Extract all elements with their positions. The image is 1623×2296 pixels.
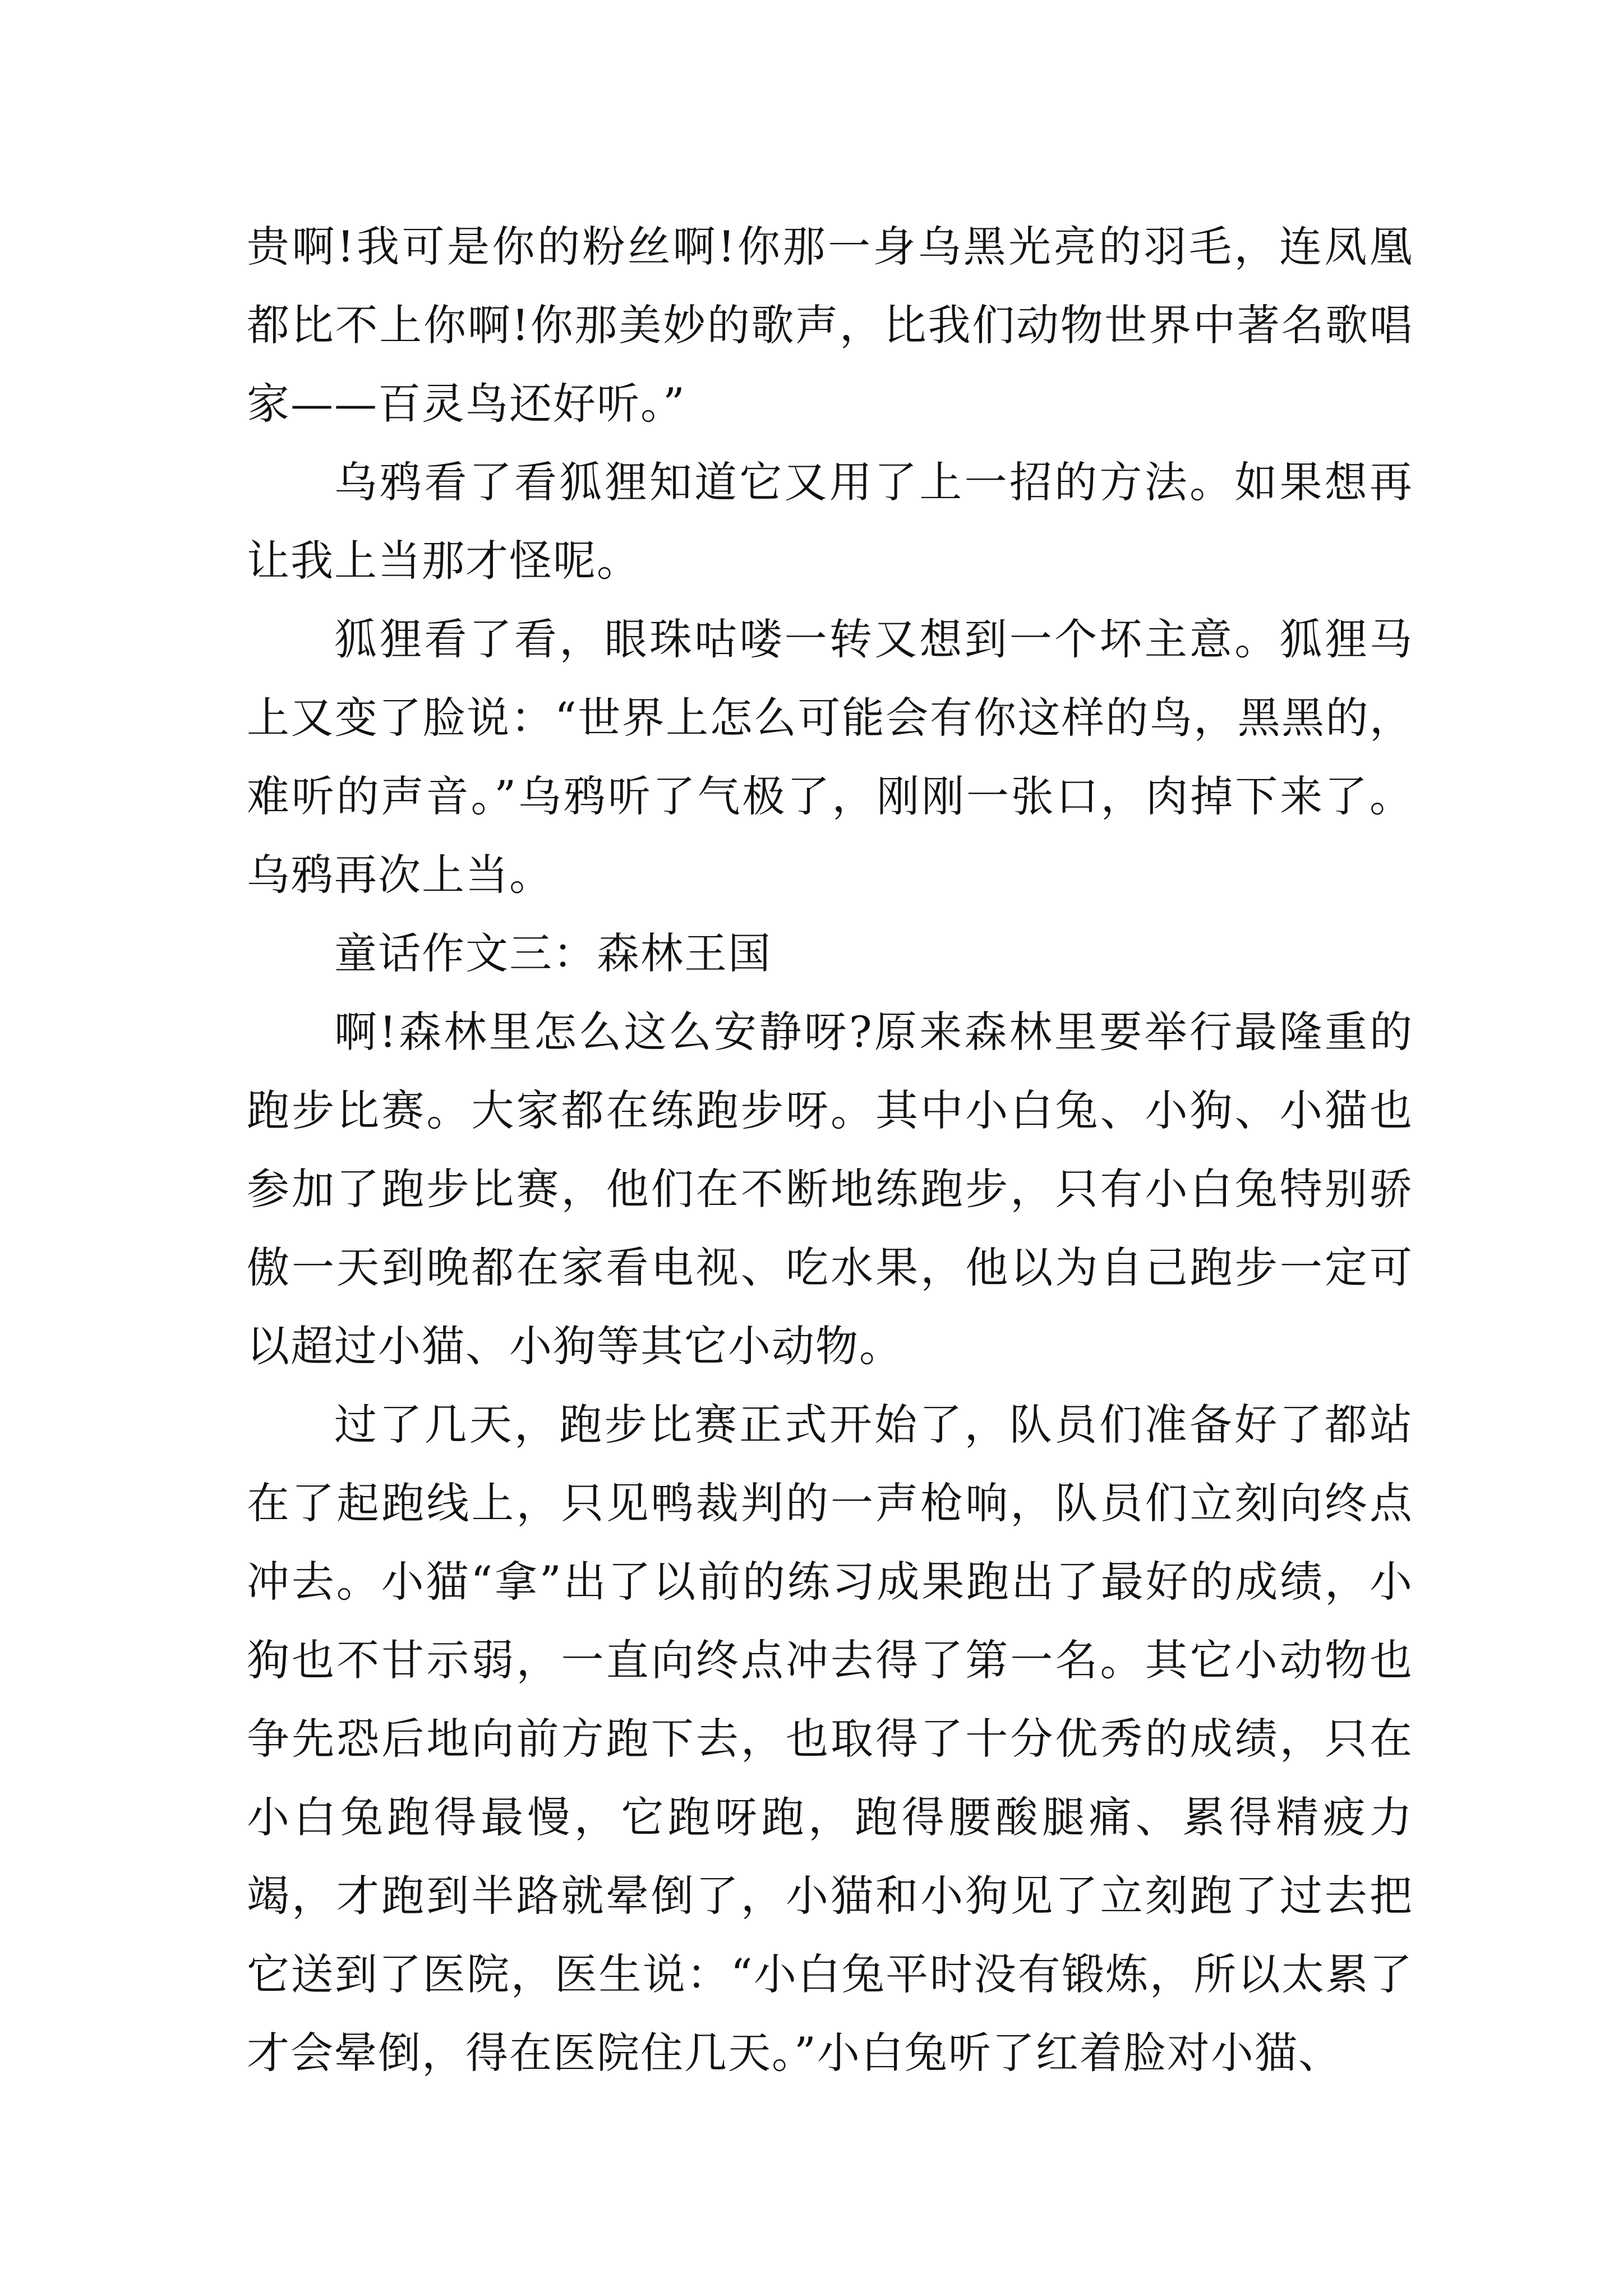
paragraph: 乌鸦看了看狐狸知道它又用了上一招的方法。如果想再让我上当那才怪呢。 xyxy=(247,457,1413,586)
paragraph: 啊!森林里怎么这么安静呀?原来森林里要举行最隆重的跑步比赛。大家都在练跑步呀。其中小白兔、小狗、小猫也参加了跑步比赛，他们在不断地练跑步，只有小白兔特别骄傲一天到晚都在家看电视、吃水果，他以为自己跑步一定可以超过小猫、小狗等其它小动物。 xyxy=(247,1007,1413,1371)
paragraph-continuation: 贵啊!我可是你的粉丝啊!你那一身乌黑光亮的羽毛，连凤凰都比不上你啊!你那美妙的歌声，比我们动物世界中著名歌唱家——百灵鸟还好听。” xyxy=(247,222,1413,429)
paragraph: 过了几天，跑步比赛正式开始了，队员们准备好了都站在了起跑线上，只见鸭裁判的一声枪响，队员们立刻向终点冲去。小猫“拿”出了以前的练习成果跑出了最好的成绩，小狗也不甘示弱，一直向终点冲去得了第一名。其它小动物也争先恐后地向前方跑下去，也取得了十分优秀的成绩，只在小白兔跑得最慢，它跑呀跑，跑得腰酸腿痛、累得精疲力竭，才跑到半路就晕倒了，小猫和小狗见了立刻跑了过去把它送到了医院，医生说：“小白兔平时没有锻炼，所以太累了才会晕倒，得在医院住几天。”小白兔听了红着脸对小猫、 xyxy=(247,1400,1413,2078)
section-heading: 童话作文三：森林王国 xyxy=(334,928,772,978)
document-body xyxy=(247,208,1413,2092)
paragraph: 狐狸看了看，眼珠咕喽一转又想到一个坏主意。狐狸马上又变了脸说：“世界上怎么可能会有你这样的鸟，黑黑的，难听的声音。”乌鸦听了气极了，刚刚一张口，肉掉下来了。乌鸦再次上当。 xyxy=(247,614,1413,900)
